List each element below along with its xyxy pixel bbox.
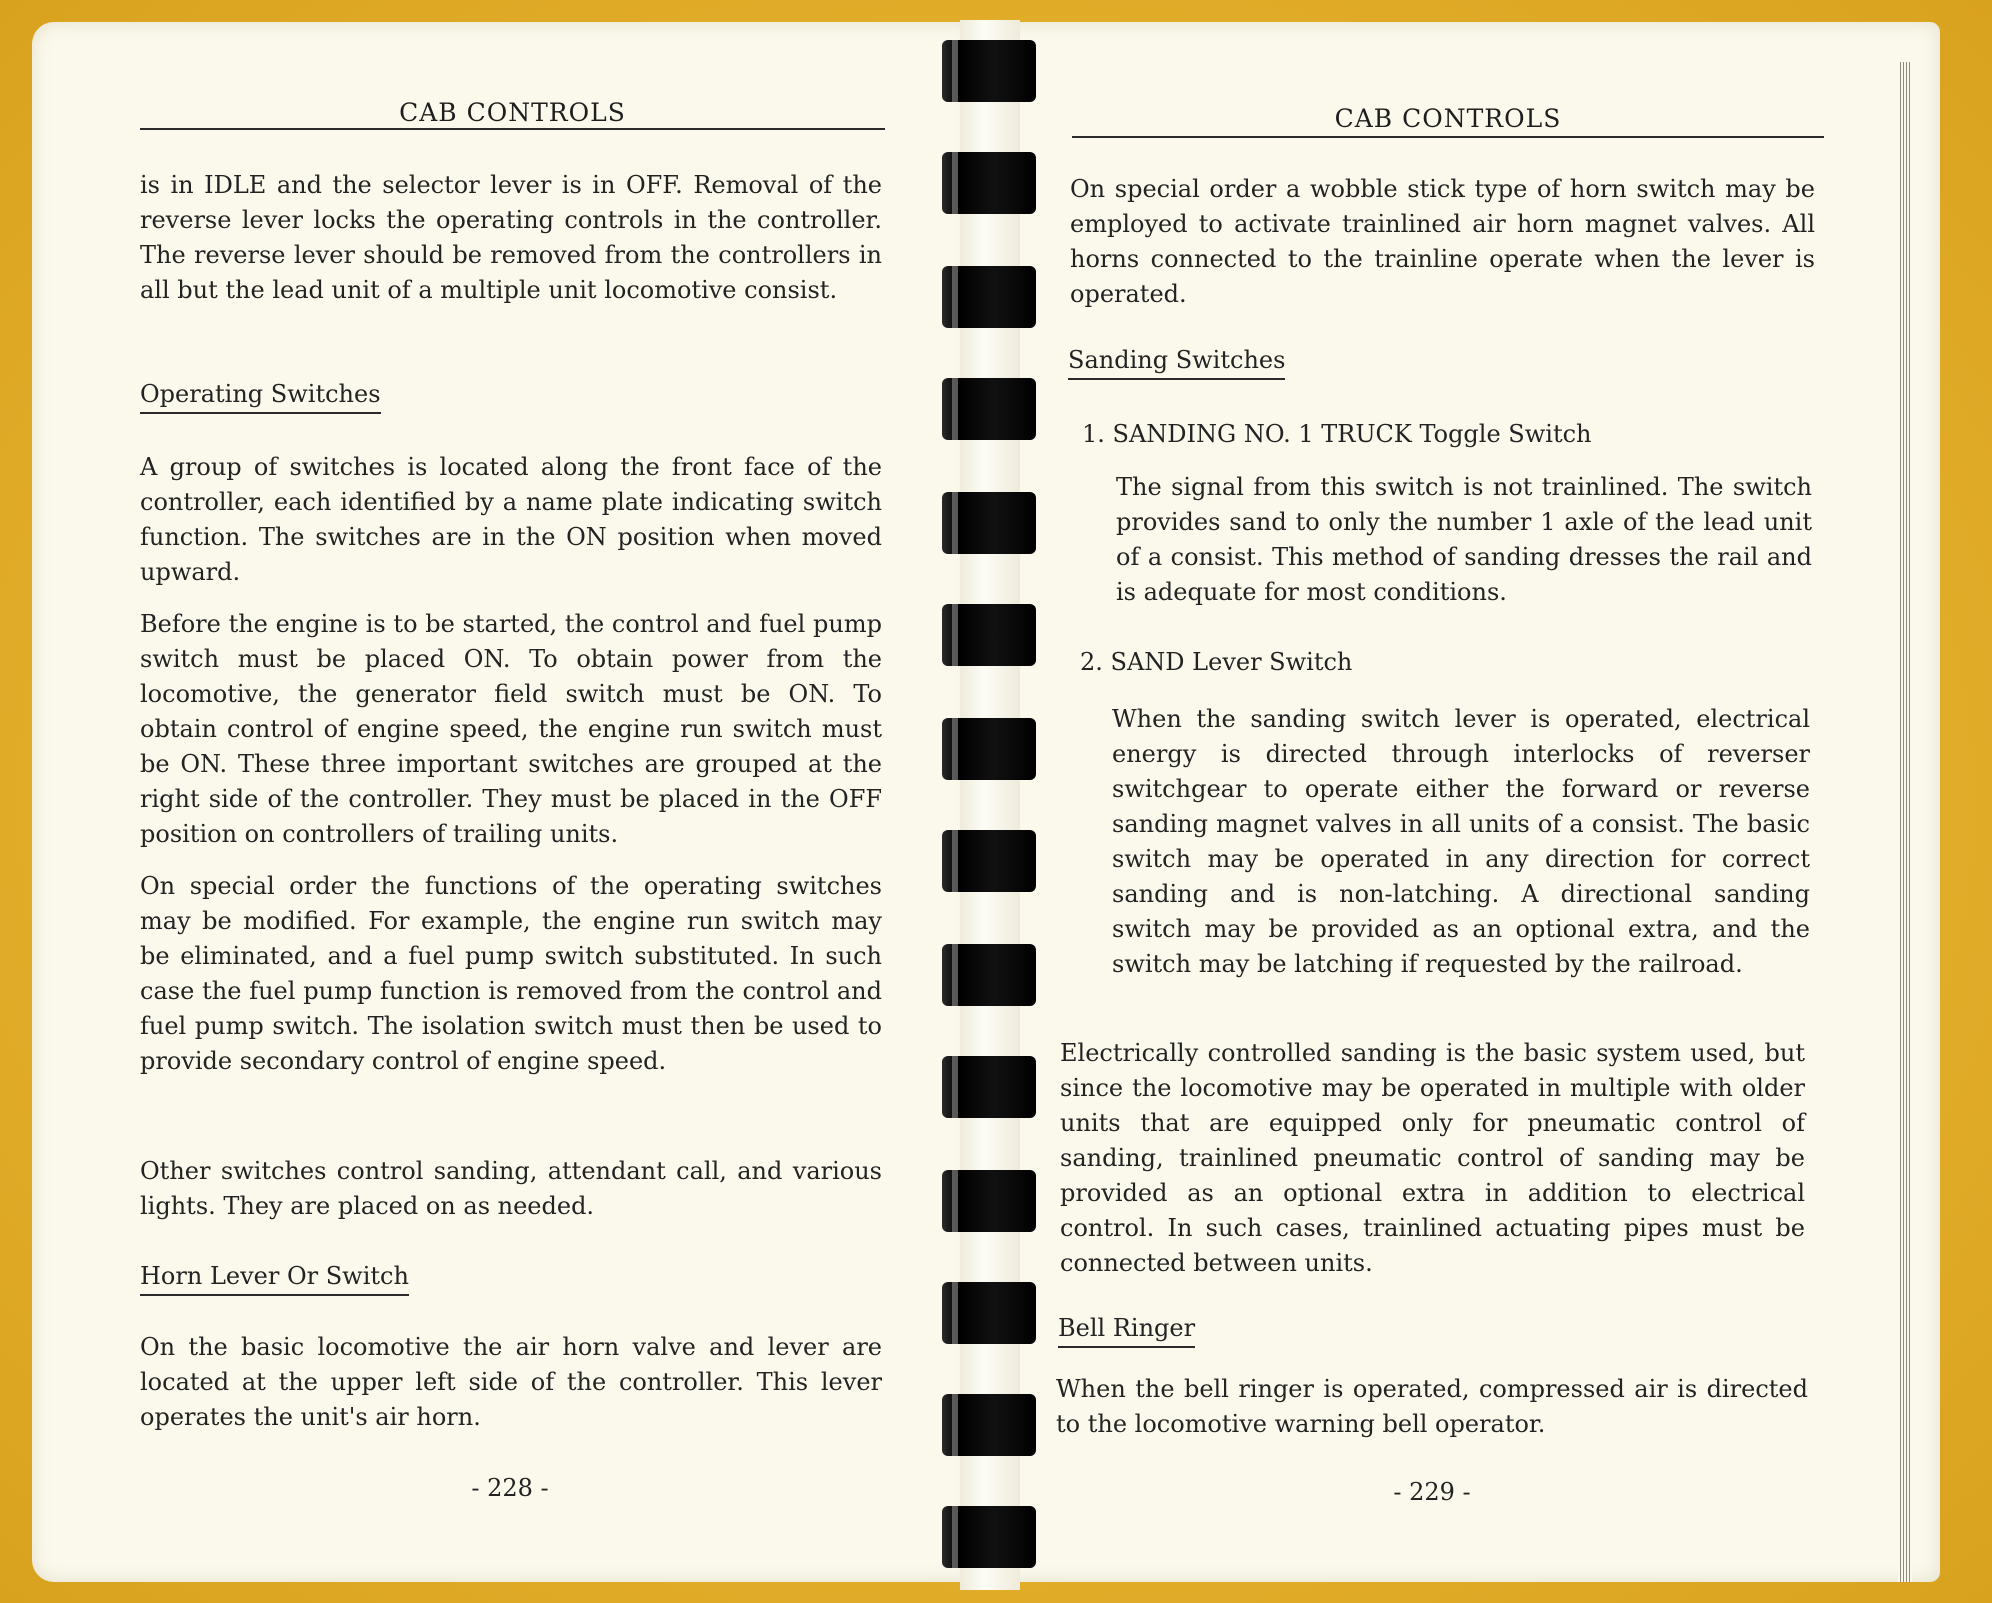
paragraph: When the sanding switch lever is operated, electrical energy is directed through interlocks of reverser switchgear to operate either the forward or reverse sanding magnet valves in all units of a consist. The basic switch may be operated in any direction for correct sanding and is non-latching. A directional sanding switch may be provided as an optional extra, and the switch may be latching if requested by the railroad. [1112, 705, 1810, 978]
sanding-item2-title: 2. SAND Lever Switch [1080, 648, 1353, 676]
left-section2-body [140, 1330, 882, 1452]
paragraph: Before the engine is to be started, the control and fuel pump switch must be placed ON. To obtain power from the locomotive, the generator field switch must be ON. To obtain control of engine speed, the engine run switch must be ON. These three important switches are grouped at the right side of the controller. They must be placed in the OFF position on controllers of trailing units. [140, 610, 882, 848]
binding-ring [942, 604, 1036, 666]
paragraph: A group of switches is located along the front face of the controller, each identified by a name plate indicating switch function. The switches are in the ON position when moved upward. [140, 453, 882, 586]
binding-ring [942, 266, 1036, 328]
right-section2-heading: Bell Ringer [1058, 1314, 1195, 1348]
left-running-head: CAB CONTROLS [399, 98, 626, 127]
binding-ring [942, 1506, 1036, 1568]
right-electric-paragraph [1060, 1036, 1805, 1298]
binding-ring [942, 830, 1036, 892]
binding-ring [942, 378, 1036, 440]
binding-ring [942, 1394, 1036, 1456]
right-intro-paragraph [1070, 172, 1815, 329]
sanding-item1-body [1116, 470, 1812, 627]
left-section1-heading: Operating Switches [140, 380, 381, 414]
left-page-number: - 228 - [471, 1474, 549, 1502]
binding-gutter [960, 20, 1020, 1590]
binding-ring [942, 1170, 1036, 1232]
paragraph: Other switches control sanding, attendant call, and various lights. They are placed on as needed. [140, 1157, 882, 1220]
binding-ring [942, 40, 1036, 102]
page-edges [1898, 62, 1912, 1582]
paragraph: On special order the functions of the operating switches may be modified. For example, the engine run switch may be eliminated, and a fuel pump switch substituted. In such case the fuel pump function is removed from the control and fuel pump switch. The isolation switch must then be used to provide secondary control of engine speed. [140, 872, 882, 1075]
right-running-head: CAB CONTROLS [1334, 104, 1562, 133]
right-section2-body [1056, 1372, 1808, 1459]
left-intro-paragraph [140, 168, 882, 325]
sanding-item1-title: 1. SANDING NO. 1 TRUCK Toggle Switch [1082, 420, 1592, 448]
right-page-number: - 229 - [1393, 1478, 1471, 1506]
binding-ring [942, 152, 1036, 214]
binding-ring [942, 492, 1036, 554]
left-header-rule [140, 128, 885, 130]
paragraph: The signal from this switch is not trainlined. The switch provides sand to only the number 1 axle of the lead unit of a consist. This method of sanding dresses the rail and is adequate for most conditions. [1116, 473, 1812, 606]
binding-ring [942, 1282, 1036, 1344]
left-section2-heading: Horn Lever Or Switch [140, 1262, 409, 1296]
paragraph: On the basic locomotive the air horn valve and lever are located at the upper left side of the controller. This lever operates the unit's air horn. [140, 1333, 882, 1431]
paragraph: On special order a wobble stick type of horn switch may be employed to activate trainlined air horn magnet valves. All horns connected to the trainline operate when the lever is operated. [1070, 175, 1815, 308]
right-header-rule [1072, 136, 1824, 138]
binding-ring [942, 944, 1036, 1006]
paragraph: Electrically controlled sanding is the basic system used, but since the locomotive may be operated in multiple with older units that are equipped only for pneumatic control of sanding, trainlined pneumatic control of sanding may be provided as an optional extra in addition to electrical control. In such cases, trainlined actuating pipes must be connected between units. [1060, 1039, 1805, 1277]
paragraph: is in IDLE and the selector lever is in OFF. Removal of the reverse lever locks the operating controls in the controller. The reverse lever should be removed from the controllers in all but the lead unit of a multiple unit locomotive consist. [140, 171, 882, 304]
sanding-item2-body [1112, 702, 1810, 999]
binding-ring [942, 1056, 1036, 1118]
left-other-paragraph [140, 1154, 882, 1241]
left-section1-body [140, 450, 882, 1096]
paragraph: When the bell ringer is operated, compressed air is directed to the locomotive warning bell operator. [1056, 1375, 1808, 1438]
binding-ring [942, 718, 1036, 780]
right-section1-heading: Sanding Switches [1068, 346, 1285, 380]
